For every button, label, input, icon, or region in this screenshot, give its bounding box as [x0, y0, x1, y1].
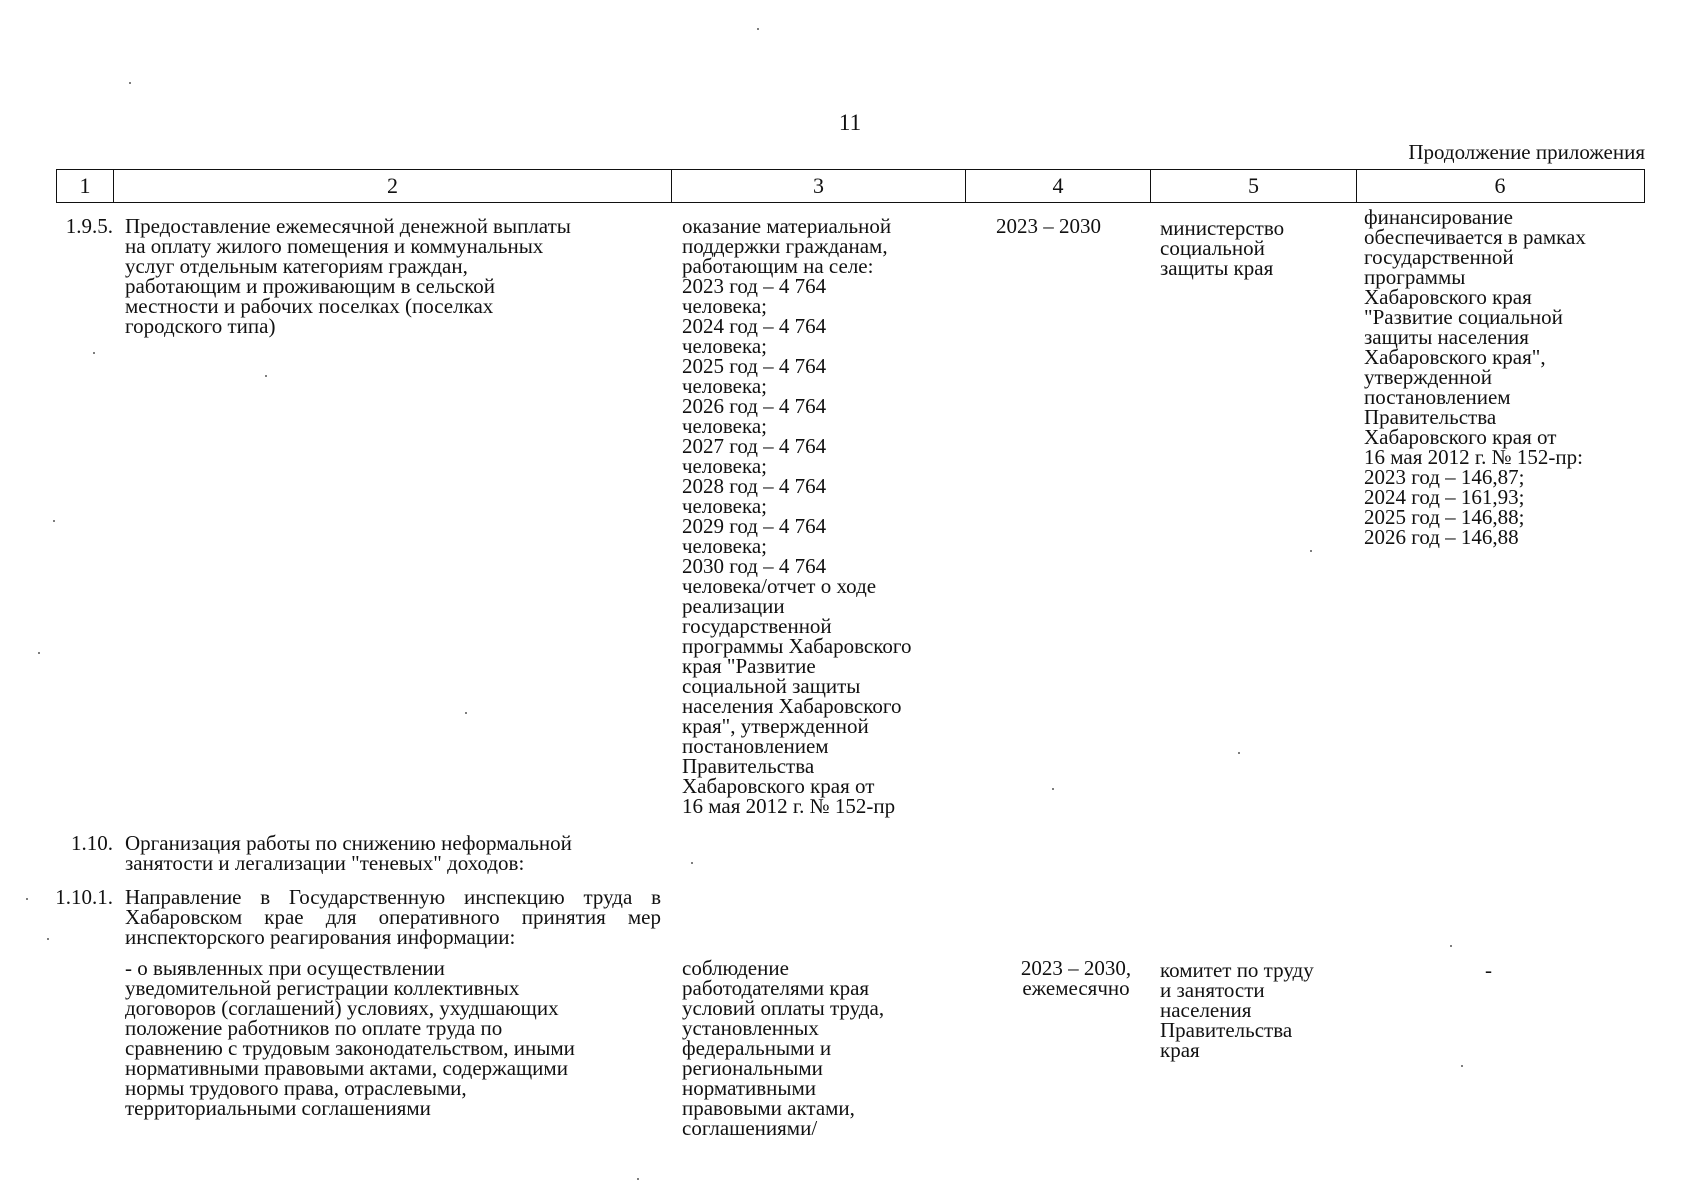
scan-speck: [47, 938, 49, 940]
row-executor: министерство социальной защиты края: [1160, 216, 1285, 280]
row-number: 1.10.: [71, 831, 113, 855]
continuation-label: Продолжение приложения: [1408, 140, 1645, 164]
header-col-1: 1: [57, 170, 114, 202]
row-name: Организация работы по снижению неформальной занятости и легализации "теневых" доходов:: [125, 831, 572, 875]
row-result: соблюдение работодателями края условий оплаты труда, установленных федеральными и региональными нормативными правовыми актами, соглашениями/: [682, 956, 885, 1140]
scan-speck: [38, 652, 40, 654]
row-number: 1.10.1.: [55, 885, 113, 909]
header-col-6: 6: [1494, 173, 1506, 198]
header-col-3: 3: [672, 170, 966, 202]
header-col-2: 2: [114, 170, 672, 202]
scan-speck: [691, 862, 693, 864]
scan-speck: [1450, 945, 1452, 947]
row-number: 1.9.5.: [65, 214, 113, 238]
scan-speck: [53, 520, 55, 522]
scan-speck: [1310, 550, 1312, 552]
table-header-row: [56, 169, 1645, 203]
row-result: оказание материальной поддержки гражданам, работающим на селе: 2023 год – 4 764 человека; 2024 год – 4 764 человека; 2025 год – 4 764 человека; 2026 год – 4 764 человека; 2027 год – 4 764 человека; 2028 год – 4 764 человека; 2029 год – 4 764 человека; 2030 год – 4 764 человека/отчет о ходе реализации государственной программы Хабаровского края "Развитие социальной защиты населения Хабаровского края", утвержденной постановлением Правительства Хабаровского края от 16 мая 2012 г. № 152-пр: [682, 214, 912, 818]
scan-speck: [1238, 752, 1240, 754]
row-name: Направление в Государственную инспекцию труда в Хабаровском крае для оперативного принятия мер инспекторского реагирования информации:: [125, 885, 661, 949]
scan-speck: [1461, 1065, 1463, 1067]
scan-speck: [1052, 788, 1054, 790]
page-number: 11: [838, 110, 862, 135]
header-col-5: 5: [1151, 170, 1357, 202]
row-name: Предоставление ежемесячной денежной выплаты на оплату жилого помещения и коммунальных услуг отдельным категориям граждан, работающим и проживающим в сельской местности и рабочих поселках (поселках городского типа): [125, 214, 571, 338]
scan-speck: [26, 898, 28, 900]
scan-speck: [465, 712, 467, 714]
row-name: - о выявленных при осуществлении уведомительной регистрации коллективных договоров (соглашений) условиях, ухудшающих положение работников по оплате труда по сравнению с трудовым законодательством, иными нормативными правовыми актами, содержащими нормы трудового права, отраслевыми, территориальными соглашениями: [125, 956, 575, 1120]
row-executor: комитет по труду и занятости населения Правительства края: [1160, 958, 1314, 1062]
scan-speck: [265, 375, 267, 377]
row-funding: финансирование обеспечивается в рамках государственной программы Хабаровского края "Развитие социальной защиты населения Хабаровского края", утвержденной постановлением Правительства Хабаровского края от 16 мая 2012 г. № 152-пр: 2023 год – 146,87; 2024 год – 161,93; 2025 год – 146,88; 2026 год – 146,88: [1364, 205, 1586, 549]
header-col-4: 4: [966, 170, 1151, 202]
row-funding: -: [1485, 958, 1492, 982]
scan-speck: [757, 28, 759, 30]
scan-speck: [637, 1178, 639, 1180]
row-period: 2023 – 2030: [996, 214, 1101, 238]
row-period: 2023 – 2030, ежемесячно: [1020, 956, 1132, 1000]
scan-speck: [129, 82, 131, 84]
scan-speck: [93, 352, 95, 354]
